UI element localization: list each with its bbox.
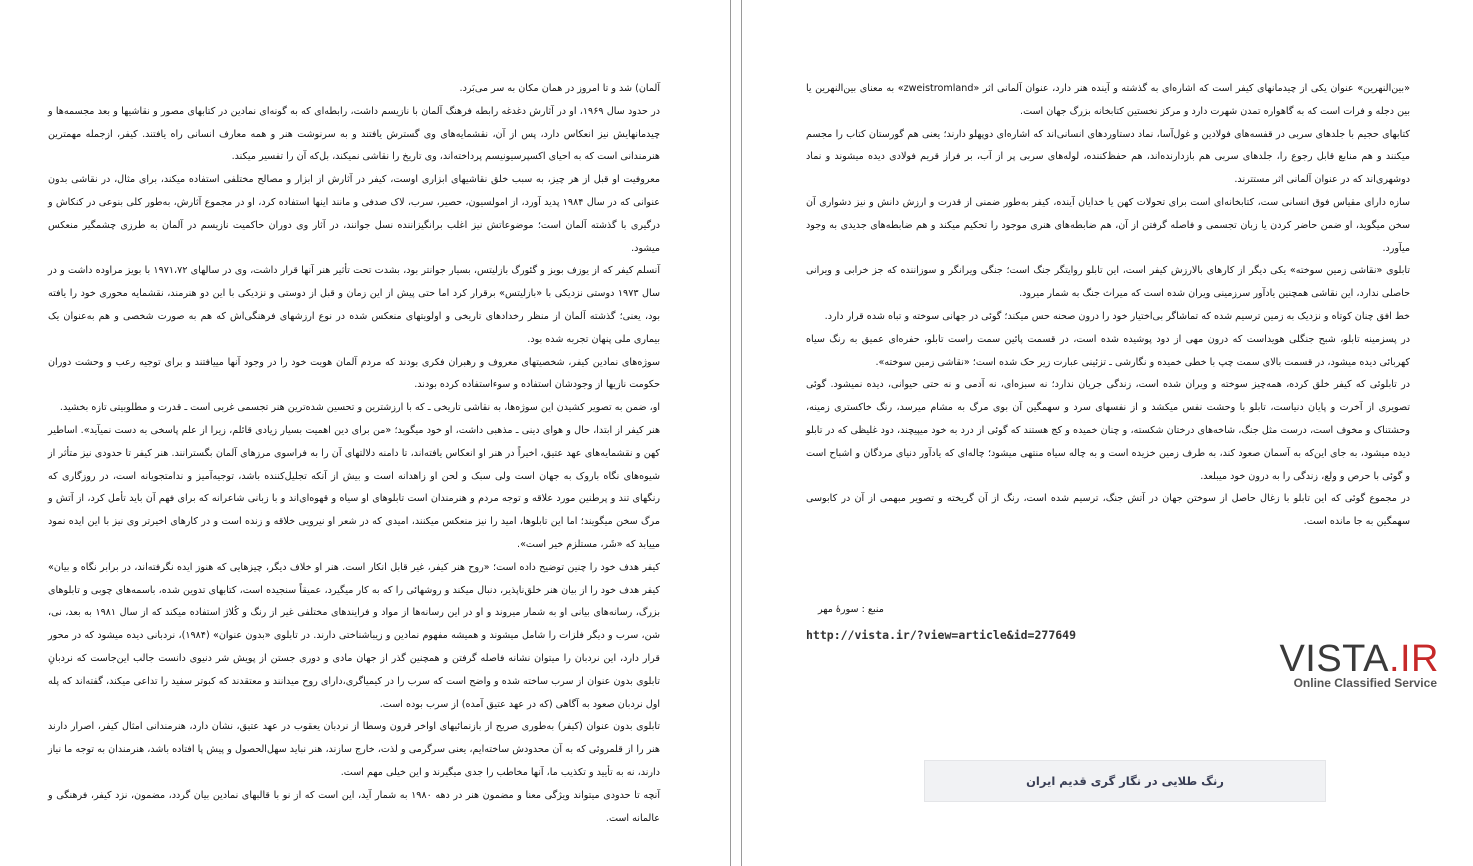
paragraph: تابلوی «نقاشی زمین سوخته» یکی دیگر از کارهای بالارزش کیفر است، این تابلو روایتگر جنگ است؛ جنگی ویرانگر و سوزاننده که جز خرابی و ویرانی حاصلی ندارد، این نقاشی همچنین یادآور سرزمینی ویران شده است که میراث جنگ به شمار میرود.: [806, 265, 1410, 300]
paragraph: هنر کیفر از ابتدا، حال و هوای دینی ـ مذهبی داشت، او خود میگوید؛ «من برای دین اهمیت بسیار زیادی قائلم، زیرا از علم پاسخی به دست نمیآید». اساطیر کهن و نقشمایه‌های عهد عتیق، اخیراً در هنر او انعکاس یافته‌اند، تا دامنه دلالتهای آن را به فراسوی مرزهای آلمان بگسترانند. هنر کیفر تا حدودی نیز متأثر از شیوه‌های نگاه باروک به جهان است ولی سبک و لحن او زاهدانه است و بیش از آنکه تجلیل‌کننده باشد، توجیه‌آمیز و ندامتجویانه است، در روزگاری که رنگهای تند و پرطنین مورد علاقه و توجه مردم و هنرمندان است تابلوهای او سیاه و قهوه‌ای‌اند و با زبانی شاعرانه که برای فهم آن باید تأمل کرد، از آتش و مرگ سخن میگویند؛ اما این تابلوها، امید را نیز منعکس میکنند، امیدی که در شعر او نیرویی خلاقه و زنده است و در کارهای اخیرتر وی نیز با این ایده نمود مییابد که «شَر، مستلزم خیر است».: [48, 424, 660, 550]
paragraph: آنسلم کیفر که از یوزف بویز و گئورگ بازلیتس، بسیار جوانتر بود، بشدت تحت تأثیر هنر آنها قرار داشت، وی در سالهای ۱۹۷۱،۷۲ با بویز مراوده داشت و در سال ۱۹۷۳ دوستی نزدیکی با «بازلیتس» برقرار کرد اما حتی پیش از این زمان و قبل از دوستی و نزدیکی با این دو هنرمند، نقشمایه محوری خود را یافته بود، یعنی؛ گذشته آلمان از منظر رخدادهای تاریخی و اولویتهای منعکس شده در نوع ارزشهای فرهنگی‌اش که هم به صورت شخصی و هم به‌عنوان یک بیماری ملی پنهان تجربه شده بود.: [48, 265, 660, 345]
right-page: [742, 0, 1473, 866]
paragraph: تابلوی بدون عنوان (کیفر) به‌طوری صریح از بازنمائیهای اواخر قرون وسطا از نردبان یعقوب در عهد عتیق، نشان دارد، هنرمندانی امثال کیفر، اصرار دارند هنر را از قلمروئی که به آن محدودش ساخته‌ایم، یعنی سرگرمی و لذت، خارج سازند، هنر نباید سهل‌الحصول و پیش پا افتاده باشد، هنرمندان به توجه ما نیاز دارند، نه به تأیید و تکذیب ما، آنها مخاطب را جدی میگیرند و این خیلی مهم است.: [48, 721, 660, 778]
paragraph: «بین‌النهرین» عنوان یکی از چیدمانهای کیفر است که اشاره‌ای به گذشته و آینده هنر دارد، عنوان آلمانی اثر «zweistromland» به معنای بین‌النهرین یا بین دجله و فرات است که به گاهواره تمدن شهرت دارد و مرکز نخستین کتابخانه بزرگ جهان است.: [806, 83, 1410, 117]
left-page: [0, 0, 730, 866]
logo-word-main: VISTA: [1279, 638, 1389, 680]
page-gutter-divider: [730, 0, 742, 866]
logo-wordmark: [1279, 638, 1439, 680]
paragraph: در پسزمینه تابلو، شبح جنگلی هویداست که درون مهی از دود پوشیده شده است، در قسمت پائین سمت راست تابلو، حفره‌ای عمیق به رنگ سیاه کهربائی دیده میشود، در قسمت بالای سمت چپ با خطی خمیده و نگارشی ـ تزئینی عبارت زیر حک شده است؛ «نقاشی زمین سوخته».: [806, 333, 1410, 368]
logo-word-accent: .IR: [1388, 638, 1439, 680]
source-label: منبع : سورهٔ مهر: [818, 604, 884, 615]
paragraph: سوژه‌های نمادین کیفر، شخصیتهای معروف و رهبران فکری بودند که مردم آلمان هویت خود را در وجود آنها مییافتند و برای توجیه رعب و وحشت دوران حکومت نازیها از وجودشان استفاده و سوءاستفاده کرده بودند.: [48, 356, 660, 391]
vista-logo: [1279, 638, 1439, 690]
related-article-title: رنگ طلایی در نگار گری قدیم ایران: [1026, 774, 1224, 788]
paragraph: خط افق چنان کوتاه و نزدیک به زمین ترسیم شده که تماشاگر بی‌اختیار خود را درون صحنه حس میکند؛ گوئی در جهانی سوخته و تباه شده قرار دارد.: [824, 310, 1410, 322]
paragraph: سازه دارای مقیاس فوق انسانی ست، کتابخانه‌ای است برای تحولات کهن یا خدایان آینده، کیفر به‌طور ضمنی از قدرت و ارزش دانش و نیز دشواری آن سخن میگوید، او ضمن حاضر کردن یا زبان تجسمی و فاصله گرفتن از آن، هم ضابطه‌های هنری موجود را تحکیم میکند و هم ضابطه‌های جدیدی به وجود میآورد.: [806, 196, 1410, 254]
left-column-text: [48, 78, 660, 830]
right-column-text: [806, 78, 1410, 534]
paragraph: او، ضمن به تصویر کشیدن این سوژه‌ها، به نقاشی تاریخی ـ که با ارزشترین و تحسین شده‌ترین هنر تجسمی غربی است ـ قدرت و مطلوبیتی تازه بخشید.: [59, 402, 660, 414]
paragraph: در مجموع گوئی که این تابلو با زغال حاصل از سوختن جهان در آتش جنگ، ترسیم شده است، رنگ از آن گریخته و تصویر مبهمی از آن در کابوسی سهمگین به جا مانده است.: [806, 493, 1410, 528]
paragraph: کیفر هدف خود را چنین توضیح داده است؛ «روح هنر کیفر، غیر قابل انکار است. هنر او خلاف دیگر، چیزهایی که هنوز ایده نگرفته‌اند، در برابر نگاه و بیان» کیفر هدف خود را از بیان هنر خلق‌ناپذیر، دنبال میکند و روشهائی را که به کار میگیرد، عمیقاً سنجیده است، کتابهای تدوین شده، باسمه‌های چوبی و تابلوهای بزرگ، رسانه‌های بیانی او به شمار میروند و او در این رسانه‌ها از مواد و فرایندهای مختلفی غیر از رنگ و کُلاژ استفاده میکند که از سال ۱۹۸۱ به بعد، نی، شن، سرب و دیگر فلزات را شامل میشوند و همیشه مفهوم نمادین و زیباشناختی دارند. در تابلوی «بدون عنوان» (۱۹۸۴)، نردبانی دیده میشود که در محور قرار دارد، این نردبان را میتوان نشانه فاصله گرفتن و همچنین گذر از جهان مادی و دوری جستن از پویش شر دنیوی دانست جالب این‌جاست که نردبانِ تابلوی بدون عنوان از سرب ساخته شده و واضح است که سرب را در کیمیاگری،دارای روح میدانند و معتقدند که کبوتر سفید را تداعی میکند، گفته‌اند که پله اول نردبان صعود به آگاهی (که در عهد عتیق آمده) از سرب بوده است.: [48, 561, 661, 710]
source-url-link[interactable]: http://vista.ir/?view=article&id=277649: [806, 628, 1077, 642]
paragraph: آلمان) شد و تا امروز در همان مکان به سر می‌بَرد.: [459, 83, 660, 94]
paragraph: معروفیت او قبل از هر چیز، به سبب خلق نقاشیهای ابزاری اوست، کیفر در آثارش از ابزار و مصالح مختلفی استفاده میکند، برای مثال، در نقاشی بدون عنوانی که در سال ۱۹۸۴ پدید آورد، از امولسیون، حصیر، سرب، لاک صدفی و مانند اینها استفاده کرد، او در مجموع آثارش، به‌طور کلی بنوعی در کنکاش و درگیری با گذشته آلمان است؛ موضوعاتش نیز اغلب برانگیزاننده نسل جوانند، در آثار وی دوران حاکمیت نازیسم در آلمان به طرزی چشمگیر منعکس میشود.: [48, 174, 660, 254]
paragraph: در تابلوئی که کیفر خلق کرده، همه‌چیز سوخته و ویران شده است، زندگی جریان ندارد؛ نه سبزه‌ای، نه آدمی و نه حتی حیوانی، دیده نمیشود. گوئی تصویری از آخرت و پایان دنیاست، تابلو با وحشت نفس میکشد و از نفسهای سرد و سهمگین آن بوی مرگ به مشام میرسد، رنگ خاکستری زمینه، وحشتناک و مخوف است، درست مثل جنگ، شاخه‌های درختان شکسته، و چنان خمیده و کج هستند که گوئی از درد به خود میپیچند، دود غلیظی که در تابلو دیده میشود، به جای این‌که به آسمان صعود کند، به طرف زمین خزیده است و به چاله سیاه منتهی میشود؛ چاله‌ای که یادآور دنیای مردگان و اشباح است و گوئی با حرص و ولع، زندگی را به درون خود میبلعد.: [806, 379, 1410, 482]
logo-tagline: Online Classified Service: [1293, 676, 1437, 690]
paragraph: آنچه تا حدودی میتواند ویژگی معنا و مضمون هنر در دهه ۱۹۸۰ به شمار آید، این است که از نو با قالبهای نمادین بیان گردد، مضمون، نزد کیفر، فرهنگی و عالمانه است.: [48, 789, 660, 824]
paragraph: در حدود سال ۱۹۶۹، او در آثارش دغدغه رابطه فرهنگ آلمان با نازیسم داشت، رابطه‌ای که به گونه‌ای نمادین در کتابهای مصور و نقاشیها و بعد مجسمه‌ها و چیدمانهایش نیز انعکاس دارد، پس از آن، نقشمایه‌های وی گسترش یافتند و به سرنوشت هنر و همه معارف انسانی راه یافتند. کیفر، ازجمله مهمترین هنرمندانی است که به احیای اکسپرسیونیسم پرداخته‌اند، وی تاریخ را نقاشی نمیکند، بل‌که آن را تفسیر میکند.: [48, 105, 660, 163]
related-article-link[interactable]: [924, 760, 1326, 802]
paragraph: کتابهای حجیم با جلدهای سربی در قفسه‌های فولادین و غول‌آسا، نماد دستاوردهای انسانی‌اند که اشاره‌ای دوپهلو دارند؛ یعنی هم گورستان کتاب را مجسم میکنند و هم منابع قابل رجوع را، جلدهای سربی هم بازدارنده‌اند، هم حفظ‌کننده، لوله‌های سربی پر از آب، بر فراز قریم فولادی دیده میشوند و نماد دوشهری‌اند که در عنوان آلمانی اثر مستترند.: [806, 128, 1410, 186]
